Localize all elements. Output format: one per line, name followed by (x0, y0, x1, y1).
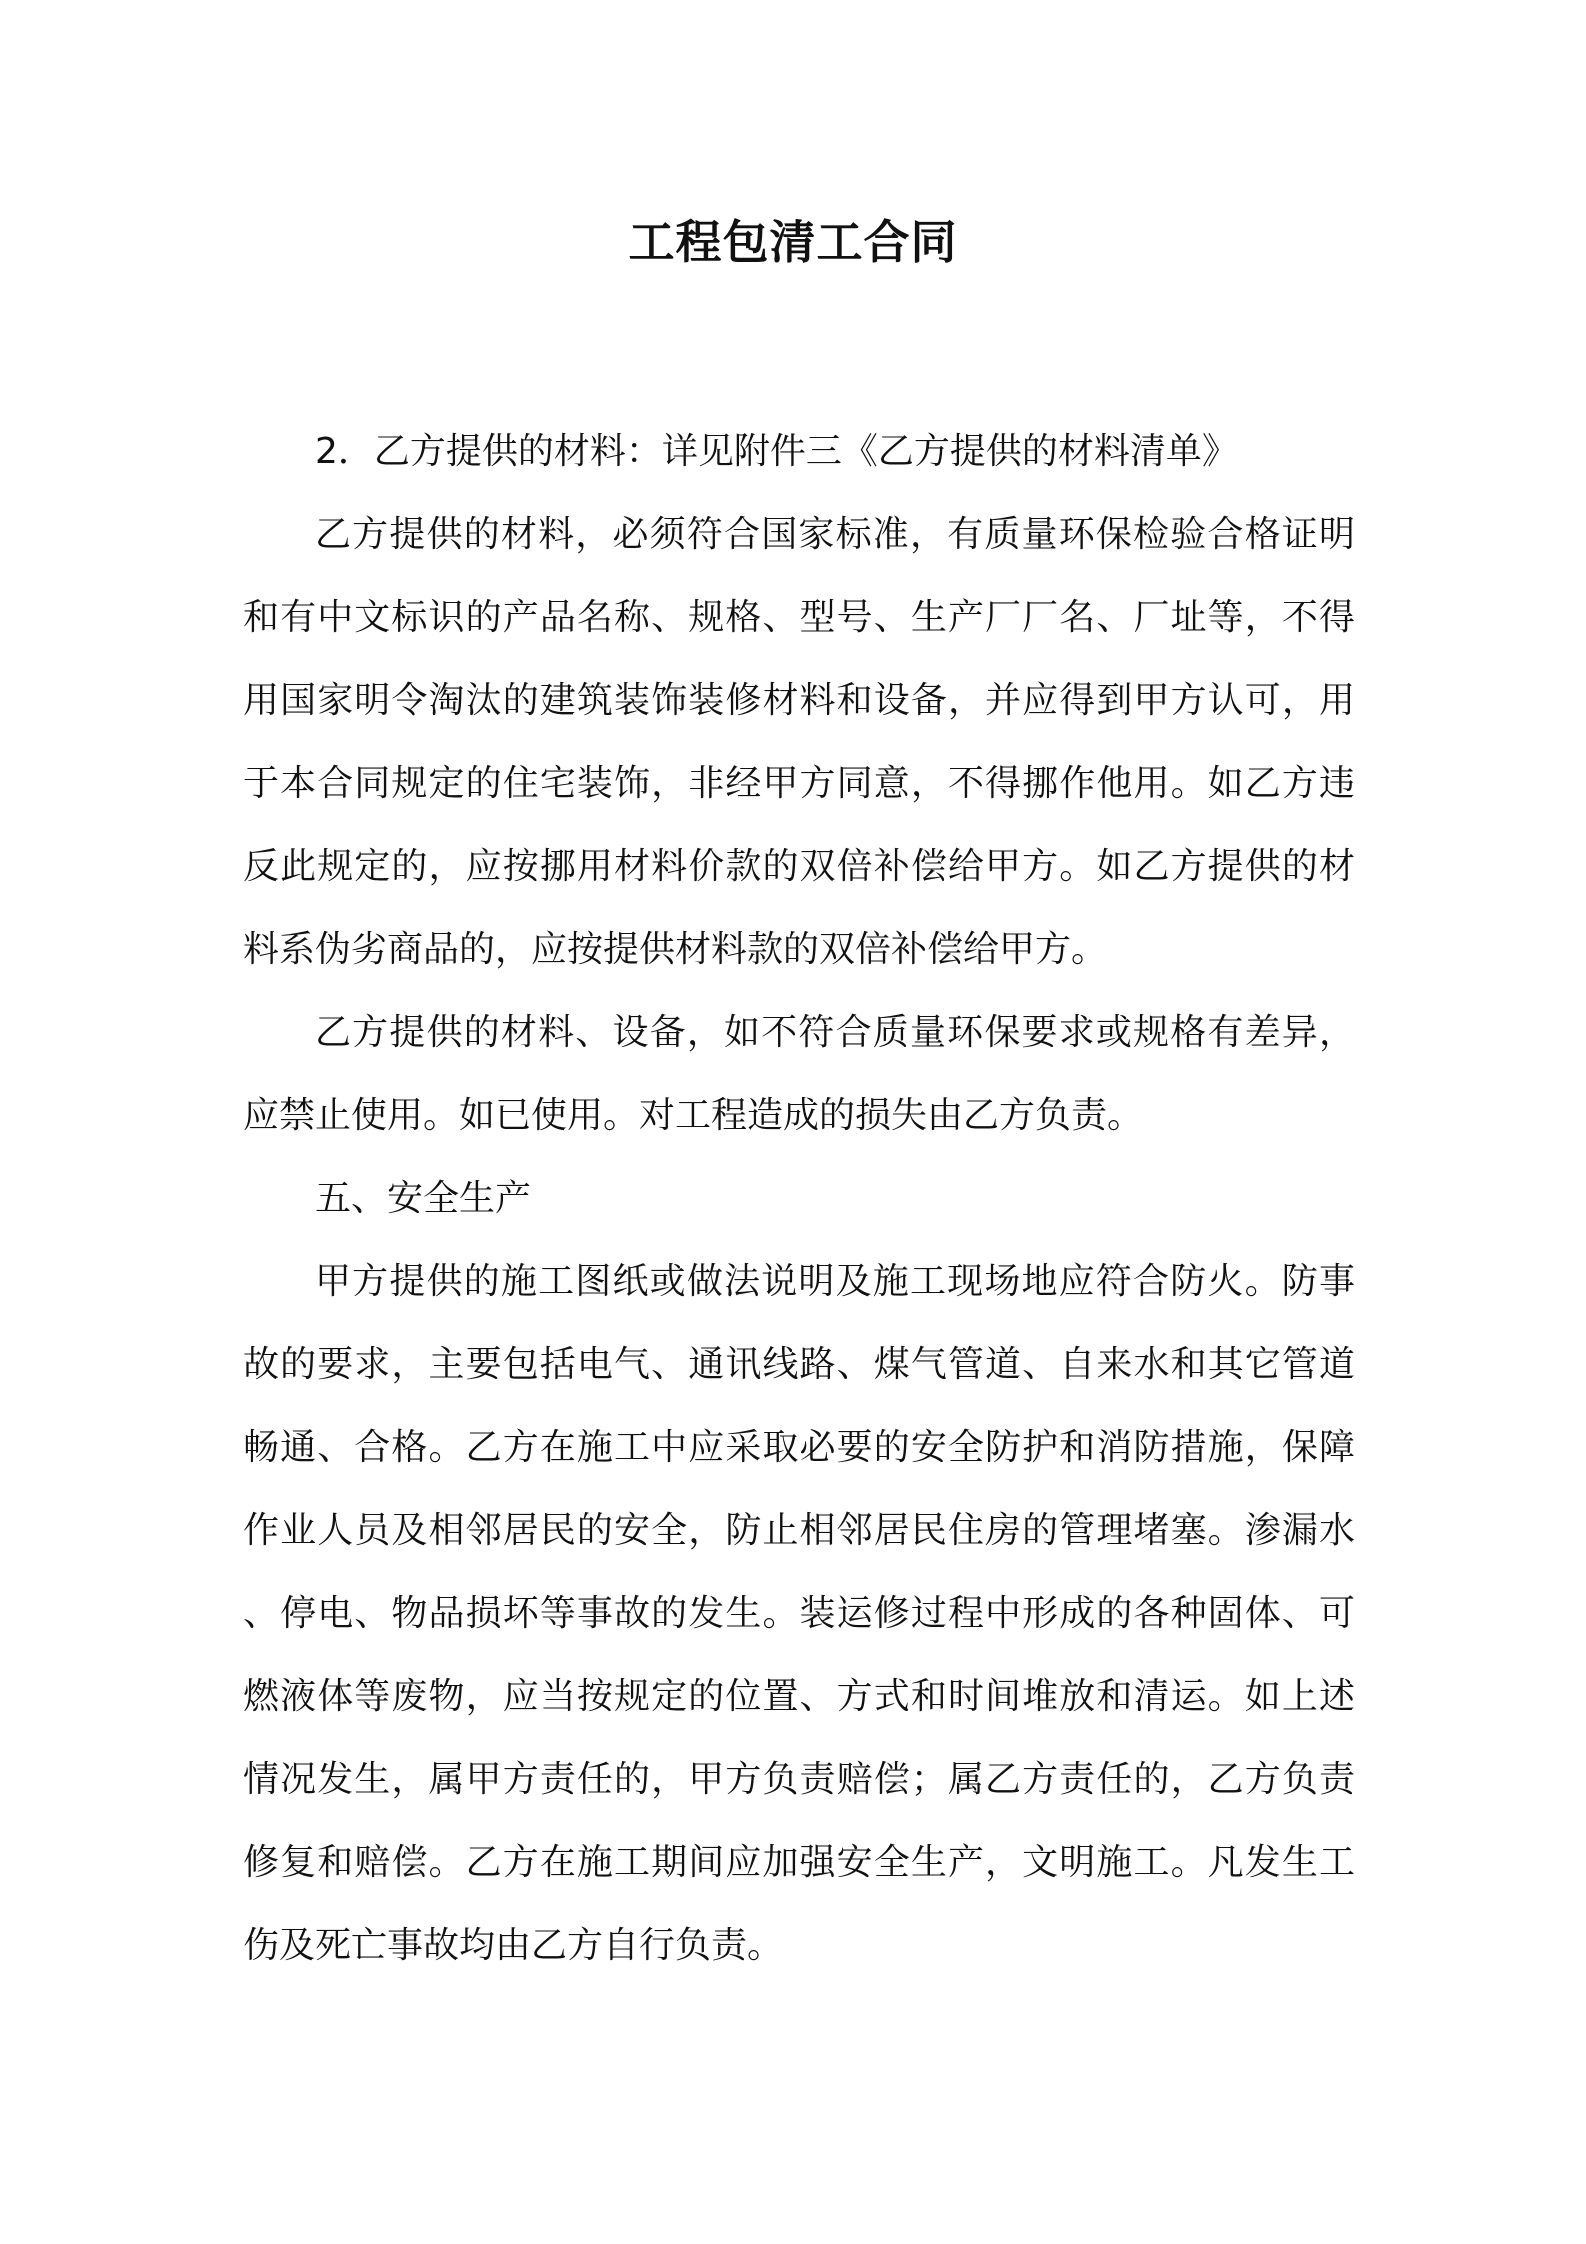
paragraph-nonconforming-materials: 乙方提供的材料、设备，如不符合质量环保要求或规格有差异，应禁止使用。如已使用。对工程造成的损失由乙方负责。 (243, 1012, 1355, 1136)
document-title: 工程包清工合同 (628, 215, 958, 269)
paragraph-material-standards: 乙方提供的材料，必须符合国家标准，有质量环保检验合格证明和有中文标识的产品名称、规格、型号、生产厂厂名、厂址等，不得用国家明令淘汰的建筑装饰装修材料和设备，并应得到甲方认可，用于本合同规定的住宅装饰，非经甲方同意，不得挪作他用。如乙方违反此规定的，应按挪用材料价款的双倍补偿给甲方。如乙方提供的材料系伪劣商品的，应按提供材料款的双倍补偿给甲方。 (243, 514, 1355, 970)
document-body (243, 410, 1355, 1987)
paragraph-materials-list-reference: 2．乙方提供的材料：详见附件三《乙方提供的材料清单》 (315, 431, 1238, 472)
section-heading-safety: 五、安全生产 (315, 1178, 532, 1219)
paragraph-safety-requirements: 甲方提供的施工图纸或做法说明及施工现场地应符合防火。防事故的要求，主要包括电气、通讯线路、煤气管道、自来水和其它管道畅通、合格。乙方在施工中应采取必要的安全防护和消防措施，保障作业人员及相邻居民的安全，防止相邻居民住房的管理堵塞。渗漏水、停电、物品损坏等事故的发生。装运修过程中形成的各种固体、可燃液体等废物，应当按规定的位置、方式和时间堆放和清运。如上述情况发生，属甲方责任的，甲方负责赔偿；属乙方责任的，乙方负责修复和赔偿。乙方在施工期间应加强安全生产，文明施工。凡发生工伤及死亡事故均由乙方自行负责。 (243, 1261, 1355, 1966)
